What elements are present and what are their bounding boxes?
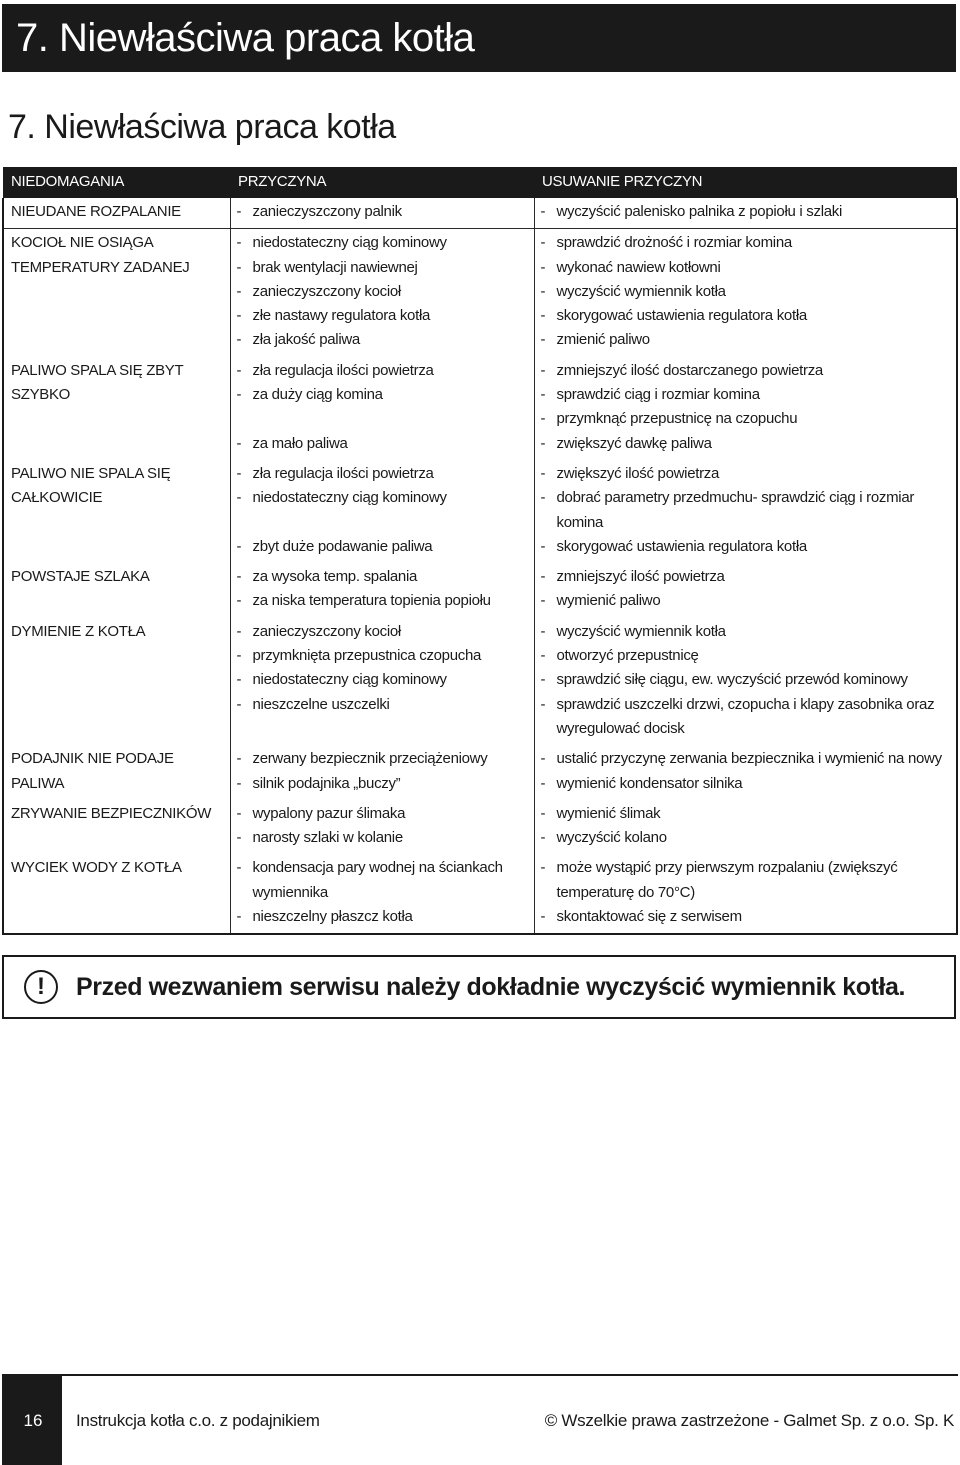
cause-item-text: narosty szlaki w kolanie (252, 829, 403, 847)
remedy-item (541, 693, 951, 742)
remedy-item (541, 383, 951, 407)
remedy-item (541, 565, 951, 589)
problem-cell: PALIWO NIE SPALA SIĘ CAŁKOWICIE (3, 460, 230, 563)
problem-cell: POWSTAJE SZLAKA (3, 563, 230, 618)
exclamation-icon (24, 970, 58, 1004)
cause-item-text: nieszczelne uszczelki (252, 695, 390, 713)
remedy-item (541, 328, 951, 352)
cause-item-text: za mało paliwa (252, 434, 348, 452)
cause-item-text: silnik podajnika „buczy” (252, 774, 401, 792)
top-title-bar (2, 4, 956, 72)
dash-bullet: - (236, 307, 242, 325)
remedy-item (541, 905, 951, 929)
dash-bullet: - (540, 307, 546, 325)
dash-bullet: - (236, 671, 242, 689)
remedy-item-text: zmniejszyć ilość dostarczanego powietrza (556, 361, 823, 379)
cause-item (237, 231, 528, 255)
table-row (3, 618, 957, 745)
table-row (3, 800, 957, 855)
dash-bullet: - (236, 203, 242, 220)
remedy-item (541, 359, 951, 383)
remedy-item (541, 432, 951, 456)
dash-bullet: - (236, 434, 242, 452)
cause-item-text: za duży ciąg komina (252, 386, 383, 404)
dash-bullet: - (236, 750, 242, 768)
cause-item-text: kondensacja pary wodnej na ściankach wymiennika (252, 859, 503, 901)
warning-text: Przed wezwaniem serwisu należy dokładnie wyczyścić wymiennik kotła. (76, 972, 906, 1001)
remedy-item-text: wyczyścić wymiennik kotła (556, 622, 726, 640)
cause-cell (230, 854, 534, 934)
remedy-item-text: otworzyć przepustnicę (556, 647, 699, 665)
remedy-item-text: wymienić kondensator silnika (556, 774, 743, 792)
dash-bullet: - (236, 386, 242, 404)
table-row (3, 357, 957, 460)
remedy-cell (534, 460, 957, 563)
table-body (3, 198, 957, 934)
dash-bullet: - (236, 234, 242, 252)
cause-item (237, 772, 528, 796)
cause-cell (230, 800, 534, 855)
remedy-item (541, 200, 951, 224)
dash-bullet: - (540, 489, 546, 507)
remedy-item-text: skorygować ustawienia regulatora kotła (556, 307, 807, 325)
dash-bullet: - (540, 234, 546, 252)
remedy-item-text: skontaktować się z serwisem (556, 908, 742, 926)
dash-bullet: - (236, 622, 242, 640)
remedy-item (541, 486, 951, 535)
remedy-item (541, 772, 951, 796)
cause-item (237, 856, 528, 905)
remedy-item-text: zwiększyć ilość powietrza (556, 464, 720, 482)
remedy-cell (534, 563, 957, 618)
dash-bullet: - (236, 647, 242, 665)
cause-item-text: niedostateczny ciąg kominowy (252, 234, 447, 252)
dash-bullet: - (236, 464, 242, 482)
remedy-item-text: zmienić paliwo (556, 331, 650, 349)
dash-bullet: - (540, 386, 546, 404)
remedy-item-text: sprawdzić ciąg i rozmiar komina (556, 386, 760, 404)
remedy-cell (534, 800, 957, 855)
cause-item-text: niedostateczny ciąg kominowy (252, 489, 447, 507)
cause-item (237, 589, 528, 613)
cause-item-text (237, 511, 528, 535)
remedy-item-text: przymknąć przepustnicę na czopuchu (556, 410, 798, 428)
table-row (3, 229, 957, 357)
cause-item (237, 462, 528, 486)
header-remedy: USUWANIE PRZYCZYN (534, 167, 957, 198)
remedy-item (541, 856, 951, 905)
remedy-item-text: sprawdzić uszczelki drzwi, czopucha i klapy zasobnika oraz wyregulować docisk (556, 695, 935, 737)
remedy-item-text: skorygować ustawienia regulatora kotła (556, 537, 807, 555)
remedy-item-text: zmniejszyć ilość powietrza (556, 568, 725, 586)
dash-bullet: - (236, 361, 242, 379)
remedy-item (541, 802, 951, 826)
cause-item (237, 359, 528, 383)
cause-item-text: zła regulacja ilości powietrza (252, 361, 434, 379)
remedy-item-text: zwiększyć dawkę paliwa (556, 434, 712, 452)
remedy-item-text: wyczyścić kolano (556, 829, 667, 847)
cause-item (237, 905, 528, 929)
remedy-item-text: ustalić przyczynę zerwania bezpiecznika i wymienić na nowy (556, 750, 942, 768)
cause-item (237, 432, 528, 456)
remedy-item (541, 280, 951, 304)
remedy-item-text: sprawdzić siłę ciągu, ew. wyczyścić przewód kominowy (556, 671, 908, 689)
cause-item-text: zanieczyszczony palnik (252, 203, 402, 220)
cause-item (237, 565, 528, 589)
cause-item (237, 802, 528, 826)
dash-bullet: - (236, 908, 242, 926)
cause-item (237, 256, 528, 280)
dash-bullet: - (540, 774, 546, 792)
table-row (3, 854, 957, 934)
cause-item-text: nieszczelny płaszcz kotła (252, 908, 413, 926)
table-row (3, 563, 957, 618)
dash-bullet: - (540, 331, 546, 349)
cause-item (237, 304, 528, 328)
cause-cell (230, 460, 534, 563)
page-number: 16 (4, 1376, 62, 1465)
remedy-item (541, 407, 951, 431)
table-header-row (3, 167, 957, 198)
dash-bullet: - (540, 282, 546, 300)
cause-cell (230, 745, 534, 800)
section-heading: 7. Niewłaściwa praca kotła (8, 108, 396, 146)
dash-bullet: - (540, 647, 546, 665)
cause-item-text: za niska temperatura topienia popiołu (252, 592, 491, 610)
dash-bullet: - (236, 774, 242, 792)
cause-item-text: wypalony pazur ślimaka (252, 804, 406, 822)
cause-item (237, 511, 528, 535)
remedy-cell (534, 854, 957, 934)
remedy-item-text: wyczyścić palenisko palnika z popiołu i szlaki (556, 203, 842, 220)
cause-item-text: przymknięta przepustnica czopucha (252, 647, 482, 665)
cause-item (237, 620, 528, 644)
cause-item (237, 644, 528, 668)
problem-cell: NIEUDANE ROZPALANIE (3, 198, 230, 229)
remedy-cell (534, 357, 957, 460)
dash-bullet: - (540, 671, 546, 689)
cause-cell (230, 563, 534, 618)
dash-bullet: - (236, 829, 242, 847)
remedy-cell (534, 229, 957, 357)
dash-bullet: - (540, 258, 546, 276)
remedy-item-text: wyczyścić wymiennik kotła (556, 282, 726, 300)
troubleshooting-table (2, 167, 958, 935)
dash-bullet: - (236, 282, 242, 300)
warning-box (2, 955, 956, 1019)
header-cause: PRZYCZYNA (230, 167, 534, 198)
cause-item-text: zła jakość paliwa (252, 331, 360, 349)
remedy-item-text: wymienić ślimak (556, 804, 661, 822)
cause-item (237, 535, 528, 559)
dash-bullet: - (540, 410, 546, 428)
dash-bullet: - (540, 908, 546, 926)
cause-cell (230, 618, 534, 745)
dash-bullet: - (540, 695, 546, 713)
problem-cell: PODAJNIK NIE PODAJE PALIWA (3, 745, 230, 800)
cause-item-text: złe nastawy regulatora kotła (252, 307, 431, 325)
cause-item (237, 328, 528, 352)
dash-bullet: - (540, 537, 546, 555)
cause-item (237, 486, 528, 510)
remedy-item (541, 668, 951, 692)
dash-bullet: - (540, 750, 546, 768)
problem-cell: PALIWO SPALA SIĘ ZBYT SZYBKO (3, 357, 230, 460)
remedy-item-text: może wystąpić przy pierwszym rozpalaniu (zwiększyć temperaturę do 70°C) (556, 859, 898, 901)
dash-bullet: - (540, 568, 546, 586)
dash-bullet: - (236, 859, 242, 877)
cause-item-text: zbyt duże podawanie paliwa (252, 537, 433, 555)
dash-bullet: - (540, 622, 546, 640)
cause-cell (230, 198, 534, 229)
cause-item (237, 747, 528, 771)
footer-copyright: © Wszelkie prawa zastrzeżone - Galmet Sp. z o.o. Sp. K (544, 1410, 954, 1430)
cause-item-text: zanieczyszczony kocioł (252, 622, 401, 640)
remedy-item (541, 826, 951, 850)
cause-item (237, 383, 528, 407)
remedy-cell (534, 745, 957, 800)
cause-item (237, 826, 528, 850)
dash-bullet: - (236, 331, 242, 349)
remedy-item (541, 304, 951, 328)
cause-item-text: zerwany bezpiecznik przeciążeniowy (252, 750, 488, 768)
cause-item (237, 280, 528, 304)
header-problem: NIEDOMAGANIA (3, 167, 230, 198)
page-footer (2, 1374, 958, 1465)
cause-cell (230, 357, 534, 460)
dash-bullet: - (540, 203, 546, 220)
remedy-item (541, 747, 951, 771)
remedy-item-text: wykonać nawiew kotłowni (556, 258, 721, 276)
cause-item (237, 407, 528, 431)
cause-cell (230, 229, 534, 357)
remedy-item-text: wymienić paliwo (556, 592, 661, 610)
dash-bullet: - (540, 829, 546, 847)
table-row (3, 745, 957, 800)
dash-bullet: - (236, 804, 242, 822)
cause-item-text (237, 407, 528, 431)
dash-bullet: - (236, 695, 242, 713)
remedy-item (541, 589, 951, 613)
dash-bullet: - (236, 568, 242, 586)
remedy-cell (534, 618, 957, 745)
dash-bullet: - (540, 434, 546, 452)
dash-bullet: - (540, 804, 546, 822)
top-title: 7. Niewłaściwa praca kotła (16, 16, 475, 60)
remedy-item (541, 644, 951, 668)
remedy-item-text: dobrać parametry przedmuchu- sprawdzić ciąg i rozmiar komina (556, 489, 915, 531)
cause-item (237, 668, 528, 692)
remedy-item (541, 620, 951, 644)
cause-item-text: zanieczyszczony kocioł (252, 282, 401, 300)
cause-item (237, 693, 528, 717)
remedy-item (541, 462, 951, 486)
dash-bullet: - (236, 537, 242, 555)
remedy-item (541, 256, 951, 280)
cause-item-text: niedostateczny ciąg kominowy (252, 671, 447, 689)
remedy-item-text: sprawdzić drożność i rozmiar komina (556, 234, 792, 252)
cause-item-text: zła regulacja ilości powietrza (252, 464, 434, 482)
dash-bullet: - (540, 464, 546, 482)
cause-item-text: za wysoka temp. spalania (252, 568, 418, 586)
dash-bullet: - (236, 489, 242, 507)
table-row (3, 460, 957, 563)
problem-cell: WYCIEK WODY Z KOTŁA (3, 854, 230, 934)
dash-bullet: - (540, 859, 546, 877)
footer-document-title: Instrukcja kotła c.o. z podajnikiem (76, 1410, 320, 1430)
cause-item (237, 200, 528, 224)
remedy-item (541, 231, 951, 255)
cause-item-text: brak wentylacji nawiewnej (252, 258, 418, 276)
remedy-cell (534, 198, 957, 229)
dash-bullet: - (540, 361, 546, 379)
problem-cell: KOCIOŁ NIE OSIĄGA TEMPERATURY ZADANEJ (3, 229, 230, 357)
warning-symbol: ! (37, 973, 45, 1000)
table-row (3, 198, 957, 229)
dash-bullet: - (236, 592, 242, 610)
dash-bullet: - (540, 592, 546, 610)
problem-cell: ZRYWANIE BEZPIECZNIKÓW (3, 800, 230, 855)
remedy-item (541, 535, 951, 559)
dash-bullet: - (236, 258, 242, 276)
problem-cell: DYMIENIE Z KOTŁA (3, 618, 230, 745)
